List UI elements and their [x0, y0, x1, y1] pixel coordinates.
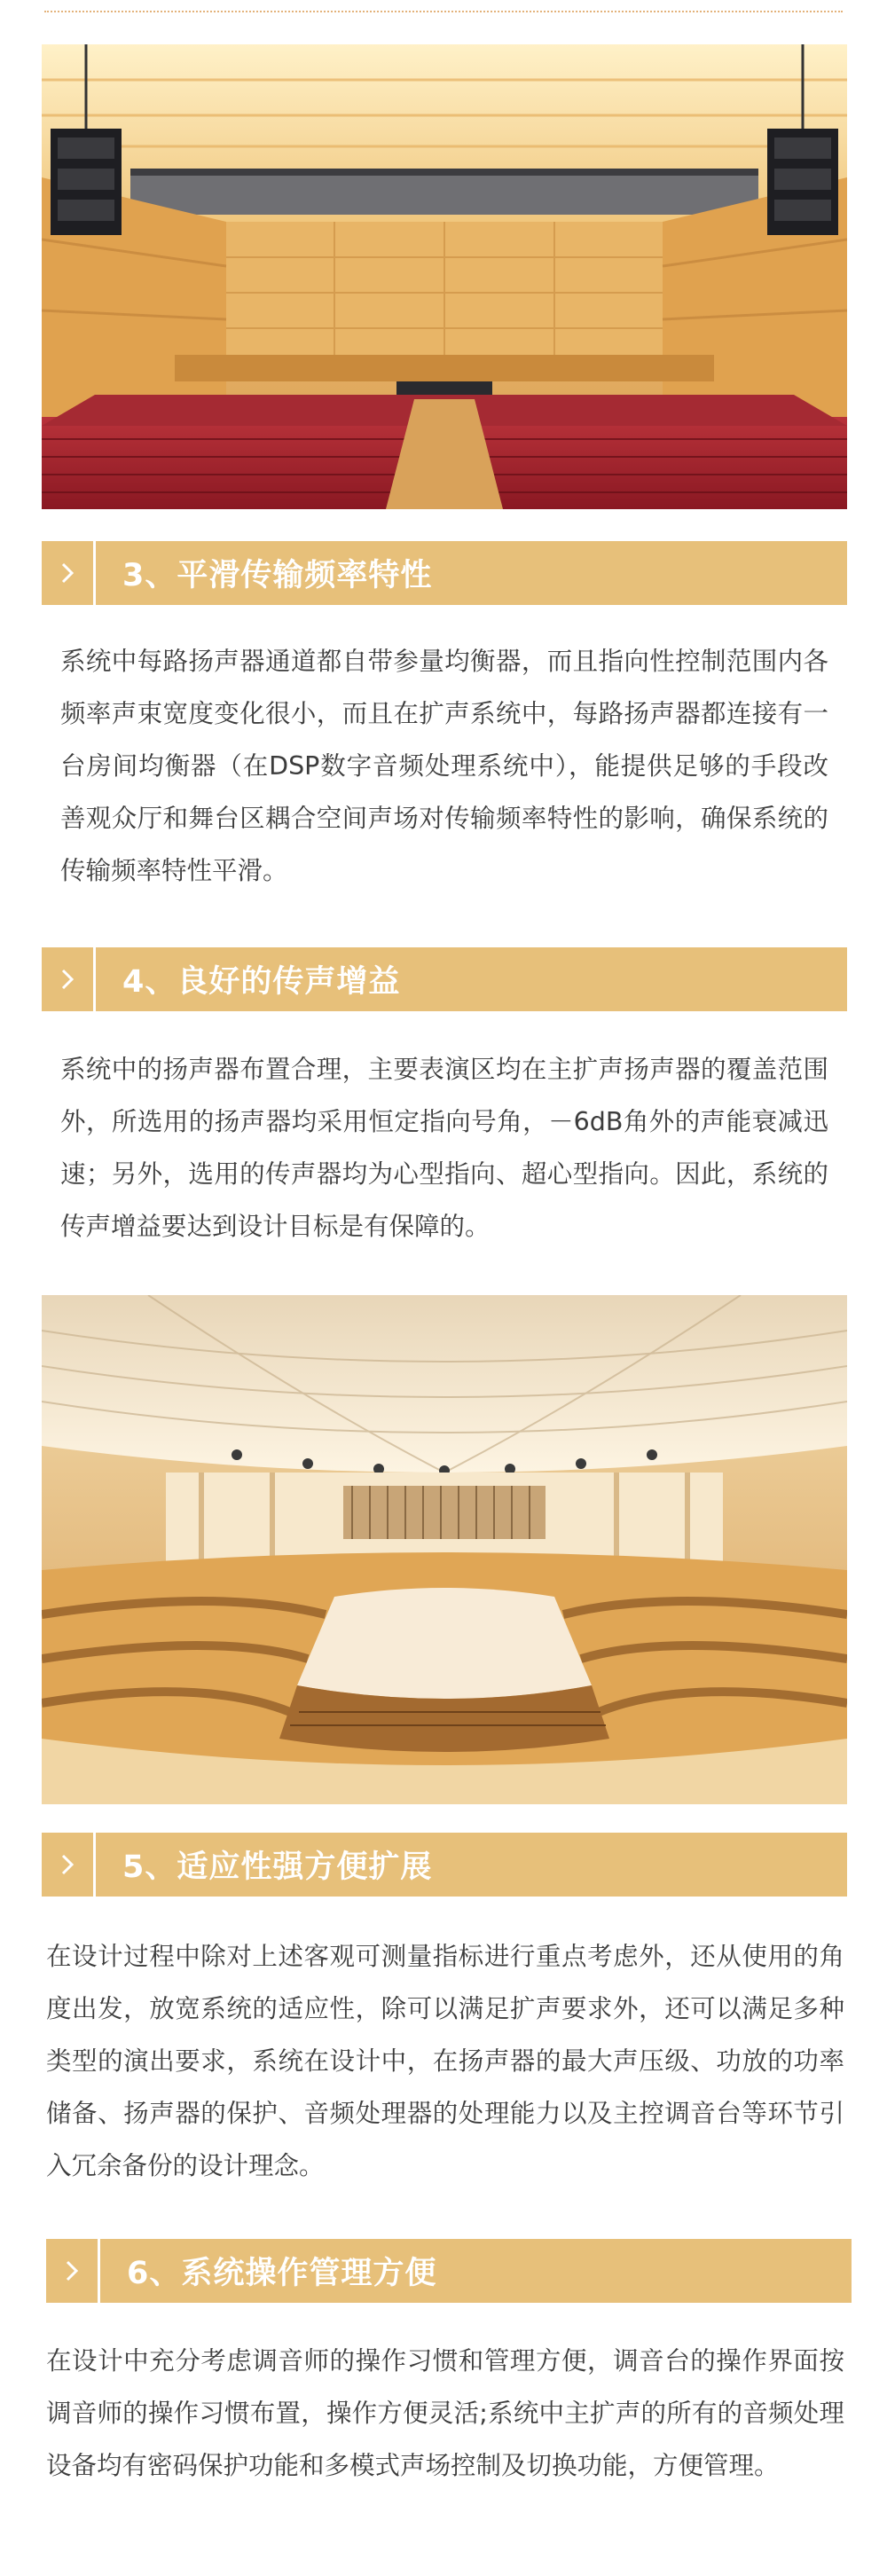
- top-dotted-divider: [44, 11, 843, 12]
- concert-hall-photo-2: [42, 1295, 847, 1804]
- section-6-title: 6、系统操作管理方便: [127, 2256, 437, 2291]
- section-4-paragraph: 系统中的扬声器布置合理，主要表演区均在主扩声扬声器的覆盖范围外，所选用的扬声器均采用恒定指向号角，－6dB角外的声能衰减迅速；另外，选用的传声器均为心型指向、超心型指向。因此，系统的传声增益要达到设计目标是有保障的。: [60, 1055, 828, 1241]
- chevron-right-icon: [42, 541, 93, 605]
- section-4-title: 4、良好的传声增益: [122, 964, 401, 1000]
- chevron-right-icon: [46, 2239, 98, 2303]
- section-6-heading: [46, 2239, 852, 2303]
- section-5-paragraph: 在设计过程中除对上述客观可测量指标进行重点考虑外，还从使用的角度出发，放宽系统的适应性，除可以满足扩声要求外，还可以满足多种类型的演出要求，系统在设计中，在扬声器的最大声压级、功放的功率储备、扬声器的保护、音频处理器的处理能力以及主控调音台等环节引入冗余备份的设计理念。: [46, 1942, 844, 2180]
- section-3-heading: [42, 541, 847, 605]
- concert-hall-photo-1: [42, 44, 847, 509]
- section-3-paragraph: 系统中每路扬声器通道都自带参量均衡器，而且指向性控制范围内各频率声束宽度变化很小，而且在扩声系统中，每路扬声器都连接有一台房间均衡器（在DSP数字音频处理系统中），能提供足够的手段改善观众厅和舞台区耦合空间声场对传输频率特性的影响，确保系统的传输频率特性平滑。: [60, 647, 828, 885]
- section-5-heading: [42, 1833, 847, 1897]
- section-4-heading: [42, 947, 847, 1011]
- section-6-paragraph: 在设计中充分考虑调音师的操作习惯和管理方便，调音台的操作界面按调音师的操作习惯布置，操作方便灵活;系统中主扩声的所有的音频处理设备均有密码保护功能和多模式声场控制及切换功能，方便管理。: [46, 2346, 844, 2480]
- section-5-title: 5、适应性强方便扩展: [122, 1850, 433, 1885]
- chevron-right-icon: [42, 1833, 93, 1897]
- chevron-right-icon: [42, 947, 93, 1011]
- section-3-title: 3、平滑传输频率特性: [122, 558, 433, 593]
